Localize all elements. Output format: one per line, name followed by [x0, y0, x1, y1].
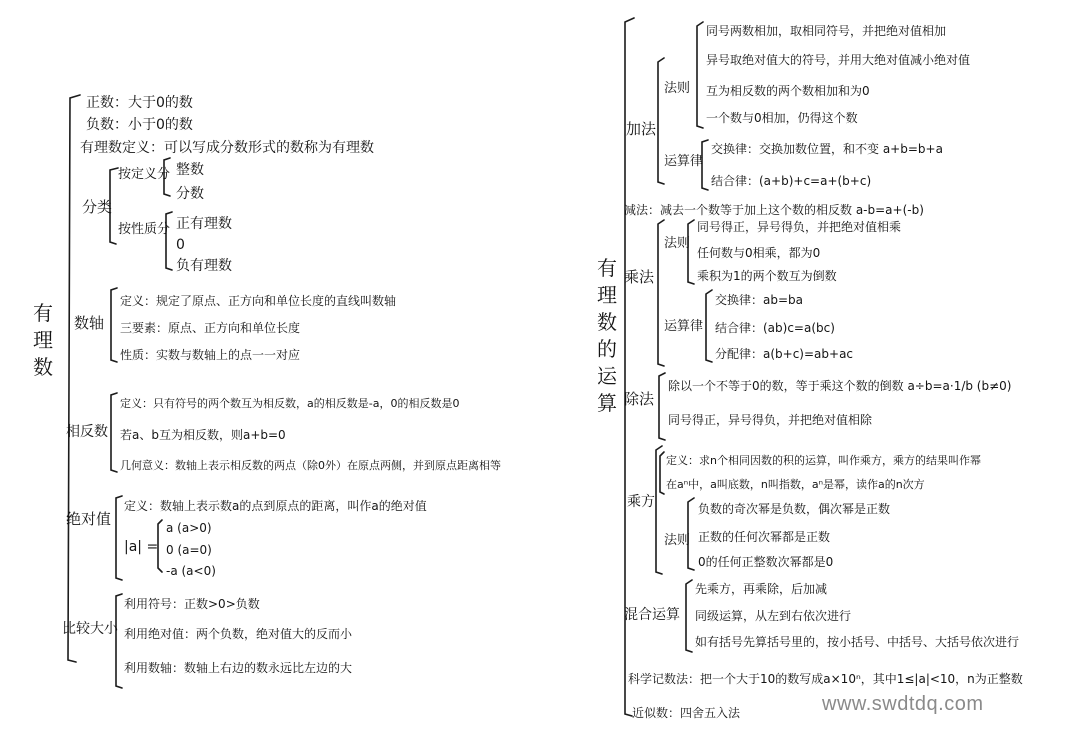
- jdz-bracket: [116, 496, 122, 580]
- node-xiangfanshu: 相反数: [66, 424, 108, 440]
- node-cf-faze: 法则: [664, 236, 691, 251]
- node-fenlei: 分类: [82, 198, 113, 216]
- node-jf-r2: 异号取绝对值大的符号，并用大绝对值减小绝对值: [706, 53, 971, 67]
- node-abs-case2: 0 (a=0): [166, 543, 212, 557]
- node-zheng-youlishu: 正有理数: [176, 216, 232, 232]
- chengfang-bracket: [656, 446, 662, 574]
- node-cf-l2: 结合律：(ab)c=a(bc): [715, 321, 835, 335]
- abs-brace: [158, 520, 162, 572]
- node-hh-r3: 如有括号先算括号里的，按小括号、中括号、大括号依次进行: [695, 635, 1020, 649]
- anxingzhi-bracket: [166, 212, 172, 270]
- node-juedui: 绝对值: [66, 510, 112, 528]
- node-kexue: 科学记数法：把一个大于10的数写成a×10ⁿ，其中1≤|a|<10，n为正整数: [628, 672, 1023, 686]
- cf-faze-bracket: [688, 220, 694, 284]
- node-jinsi: 近似数：四舍五入法: [632, 706, 741, 720]
- node-fu-youlishu: 负有理数: [176, 258, 232, 274]
- shuzhou-bracket: [111, 288, 117, 362]
- node-cf-l3: 分配律：a(b+c)=ab+ac: [715, 347, 854, 361]
- node-an-dingyi: 按定义分: [118, 167, 171, 182]
- node-chfg-faze: 法则: [664, 533, 691, 548]
- node-jf-r3: 互为相反数的两个数相加和为0: [706, 84, 870, 98]
- node-abs-case1: a (a>0): [166, 521, 212, 535]
- node-cf-l1: 交换律：ab=ba: [715, 293, 803, 307]
- node-abs-case3: -a (a<0): [166, 564, 216, 578]
- node-cf-yunsuanlv: 运算律: [664, 319, 704, 334]
- chfg-def-bracket: [660, 452, 664, 494]
- node-shuzhou-def: 定义：规定了原点、正方向和单位长度的直线叫数轴: [120, 294, 397, 308]
- node-jf-l2: 结合律：(a+b)+c=a+(b+c): [711, 174, 872, 188]
- cf-yunsuanlv-bracket: [706, 290, 712, 362]
- node-chf-r2: 同号得正，异号得负，并把绝对值相除: [668, 413, 873, 427]
- jf-faze-bracket: [697, 22, 703, 128]
- node-jf-r1: 同号两数相加，取相同符号，并把绝对值相加: [706, 24, 947, 38]
- node-bj1: 利用符号：正数>0>负数: [124, 597, 260, 611]
- left-main-bracket: [68, 95, 80, 662]
- node-chufa: 除法: [624, 390, 655, 408]
- node-chfg-r1: 负数的奇次幂是负数，偶次幂是正数: [698, 502, 891, 516]
- node-jdz-def: 定义：数轴上表示数a的点到原点的距离，叫作a的绝对值: [124, 499, 427, 513]
- node-fushu: 负数：小于0的数: [86, 117, 193, 133]
- watermark-text: www.swdtdq.com: [822, 693, 984, 715]
- node-jiafa: 加法: [626, 120, 657, 138]
- right-root-label: 有理数的运算: [597, 256, 617, 415]
- node-cf-r1: 同号得正，异号得负，并把绝对值相乘: [697, 220, 902, 234]
- node-cf-r2: 任何数与0相乘，都为0: [697, 246, 821, 260]
- xfs-bracket: [111, 393, 117, 472]
- node-chengfang: 乘方: [627, 494, 655, 510]
- node-jf-faze: 法则: [664, 81, 691, 96]
- bijiao-bracket: [116, 594, 122, 688]
- node-bijiao: 比较大小: [62, 621, 118, 637]
- node-sanyaosu: 三要素：原点、正方向和单位长度: [120, 321, 301, 335]
- node-bj2: 利用绝对值：两个负数，绝对值大的反而小: [124, 627, 353, 641]
- node-zhengshu2: 整数: [176, 162, 204, 178]
- node-zhengshu: 正数：大于0的数: [86, 95, 193, 111]
- node-shuzhou: 数轴: [74, 314, 105, 332]
- node-jf-r4: 一个数与0相加，仍得这个数: [706, 111, 858, 125]
- node-jianfa: 减法：减去一个数等于加上这个数的相反数 a-b=a+(-b): [624, 203, 924, 217]
- chufa-bracket: [659, 373, 665, 440]
- node-xingzhi: 性质：实数与数轴上的点一一对应: [120, 348, 301, 362]
- node-abs-lhs: |a| =: [124, 539, 159, 555]
- node-xfs-geo: 几何意义：数轴上表示相反数的两点（除0外）在原点两侧，并到原点距离相等: [120, 459, 501, 472]
- node-chfg-def1: 定义：求n个相同因数的积的运算，叫作乘方，乘方的结果叫作幂: [666, 454, 981, 467]
- node-chengfa: 乘法: [624, 268, 655, 286]
- node-youlishu-dingyi: 有理数定义：可以写成分数形式的数称为有理数: [80, 140, 374, 156]
- node-hh-r2: 同级运算，从左到右依次进行: [695, 609, 852, 623]
- node-chfg-r3: 0的任何正整数次幂都是0: [698, 555, 834, 569]
- node-zero: 0: [176, 237, 185, 253]
- node-xfs-def: 定义：只有符号的两个数互为相反数，a的相反数是-a，0的相反数是0: [120, 397, 460, 410]
- hunhe-bracket: [686, 580, 692, 652]
- node-jf-l1: 交换律：交换加数位置，和不变 a+b=b+a: [711, 142, 943, 156]
- node-chfg-def2: 在aⁿ中，a叫底数，n叫指数，aⁿ是幂，读作a的n次方: [666, 478, 925, 491]
- node-chfg-r2: 正数的任何次幂都是正数: [698, 530, 831, 544]
- node-jf-yunsuanlv: 运算律: [664, 154, 704, 169]
- node-chf-r1: 除以一个不等于0的数，等于乘这个数的倒数 a÷b=a·1/b (b≠0): [668, 379, 1012, 393]
- node-cf-r3: 乘积为1的两个数互为倒数: [697, 269, 837, 283]
- left-root-label: 有理数: [33, 301, 53, 379]
- node-hh-r1: 先乘方，再乘除，后加减: [695, 582, 828, 596]
- node-hunhe: 混合运算: [624, 607, 680, 623]
- node-fenshu: 分数: [176, 186, 204, 202]
- node-bj3: 利用数轴：数轴上右边的数永远比左边的大: [124, 661, 353, 675]
- node-an-xingzhi: 按性质分: [118, 222, 171, 237]
- node-xfs-rule: 若a、b互为相反数，则a+b=0: [120, 428, 286, 442]
